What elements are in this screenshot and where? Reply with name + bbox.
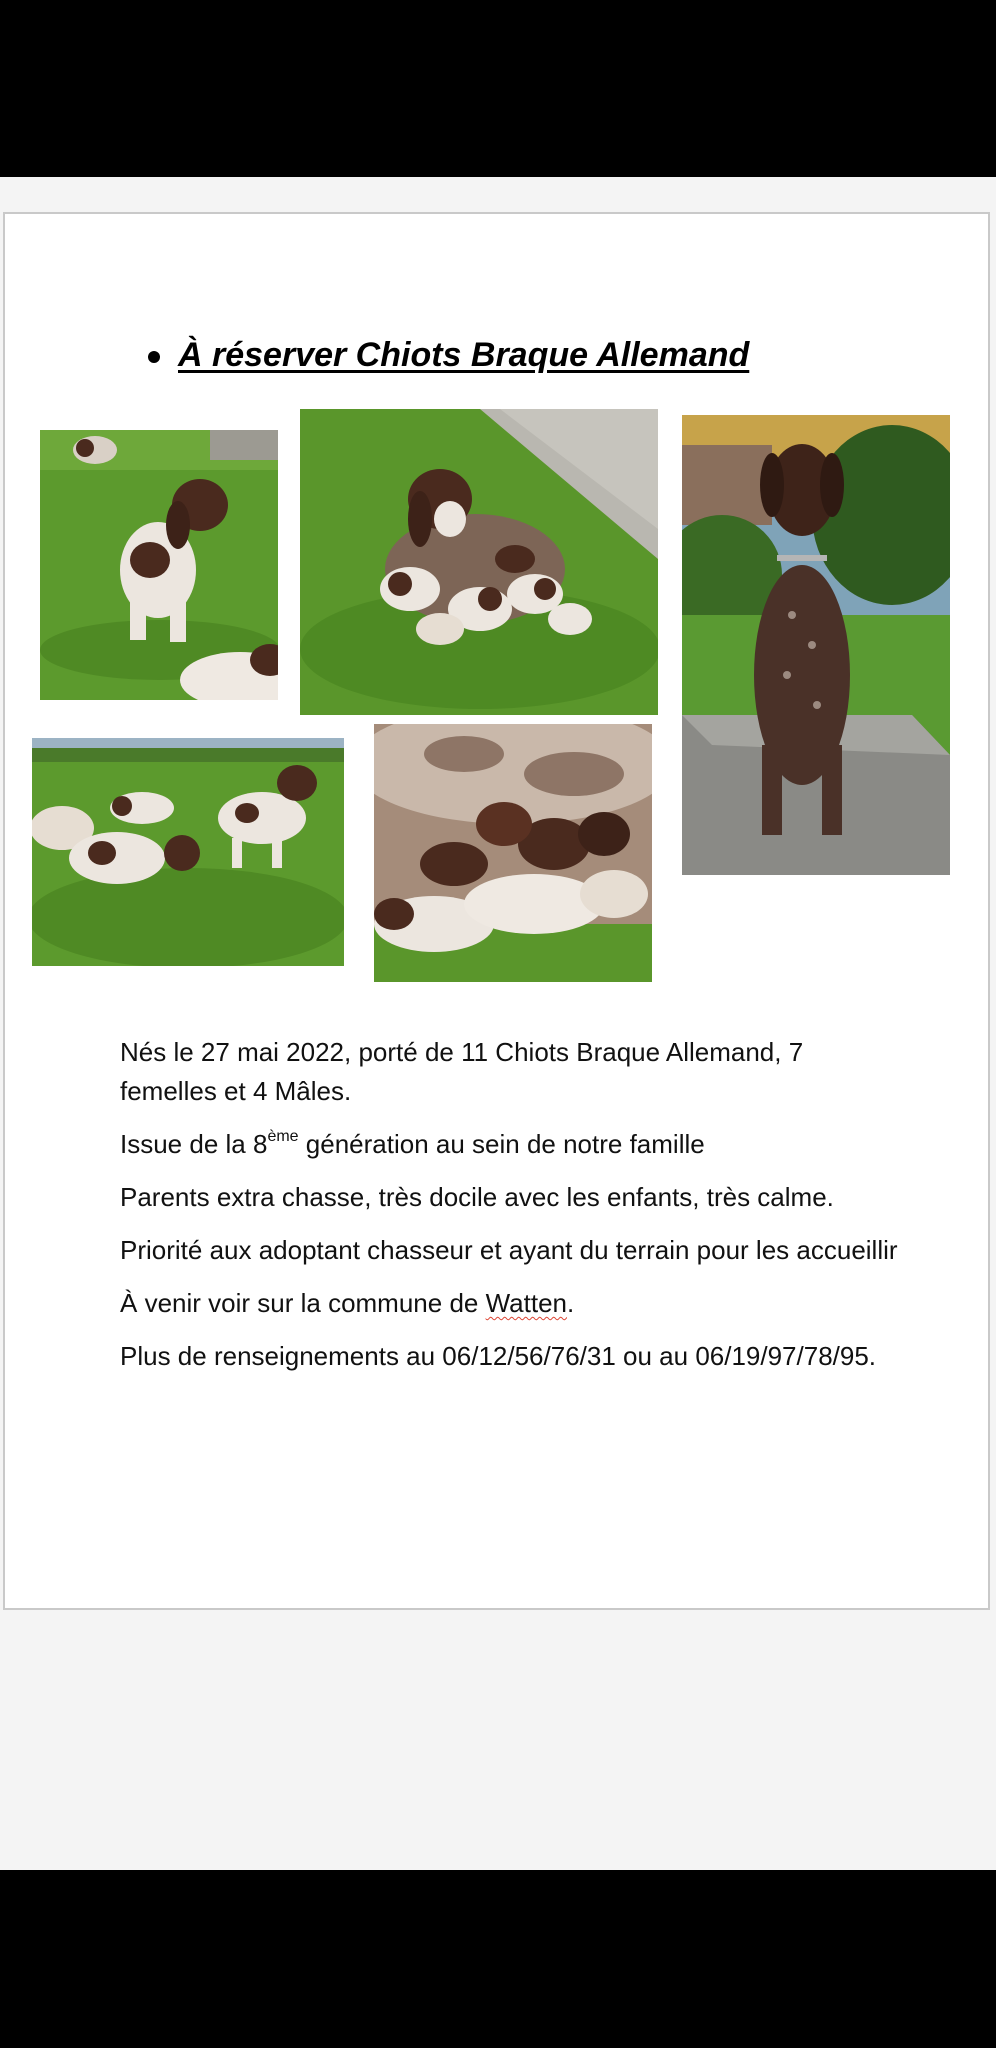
- top-black-bar: [0, 0, 996, 177]
- location-text: À venir voir sur la commune de: [120, 1288, 486, 1318]
- generation-text-end: génération au sein de notre famille: [298, 1129, 705, 1159]
- bullet-icon: [148, 351, 160, 363]
- paragraph-parents: Parents extra chasse, très docile avec les enfants, très calme.: [120, 1182, 834, 1212]
- paragraph-location: [120, 1284, 900, 1323]
- paragraph-generation: [120, 1125, 900, 1164]
- photo-puppies-nursing-closeup: [374, 724, 652, 982]
- photo-three-puppies-grass: [32, 738, 344, 966]
- photo-puppy-on-lawn: [40, 430, 278, 700]
- body-text: [120, 1033, 900, 1390]
- location-period: .: [567, 1288, 575, 1318]
- photo-mother-with-puppies: [300, 409, 658, 715]
- title-row: [148, 330, 749, 380]
- generation-text-start: Issue de la 8: [120, 1129, 268, 1159]
- photo-adult-dog-on-stone: [682, 415, 950, 875]
- paragraph-priority: Priorité aux adoptant chasseur et ayant du terrain pour les accueillir: [120, 1235, 898, 1265]
- paragraph-birth-info: Nés le 27 mai 2022, porté de 11 Chiots Braque Allemand, 7 femelles et 4 Mâles.: [120, 1037, 804, 1106]
- bottom-black-bar: [0, 1870, 996, 2048]
- document-title: À réserver Chiots Braque Allemand: [178, 335, 750, 374]
- location-town: Watten: [485, 1288, 567, 1318]
- paragraph-contact: Plus de renseignements au 06/12/56/76/31 ou au 06/19/97/78/95.: [120, 1341, 877, 1371]
- generation-superscript: ème: [267, 1128, 299, 1145]
